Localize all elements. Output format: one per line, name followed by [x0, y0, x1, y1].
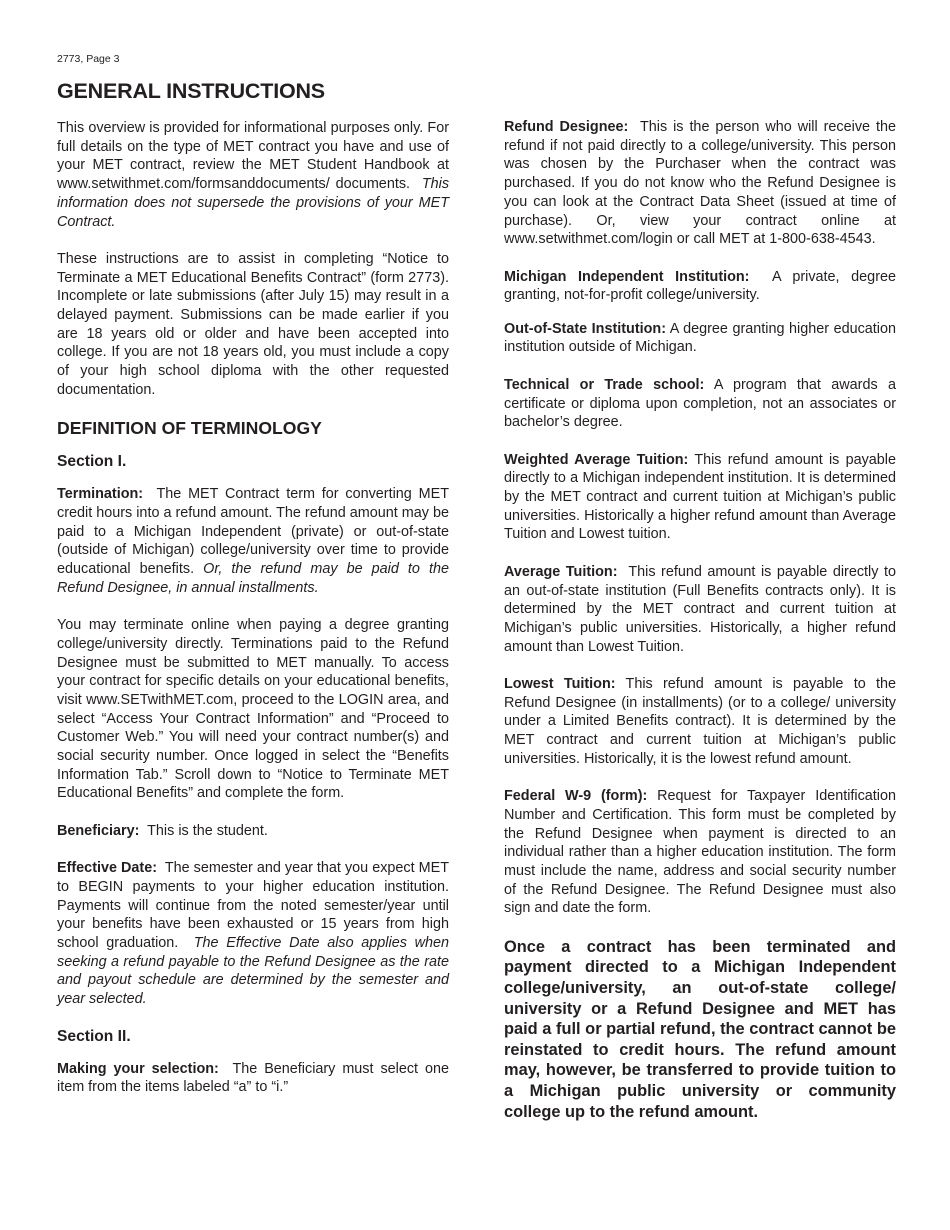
weighted-average-tuition-text: This refund amount is payable directly to a Michigan independent institution. It is determined by the MET contract and current tuition at Michigan’s public universities. Historically a higher refund amount than Average Tuition and Lowest tuition.	[504, 451, 896, 543]
section-1-heading: Section I.	[57, 453, 127, 471]
average-tuition-definition	[504, 563, 896, 657]
beneficiary-text: This is the student.	[147, 822, 268, 839]
weighted-average-tuition-definition	[504, 451, 896, 545]
michigan-independent-definition	[504, 268, 896, 305]
beneficiary-definition	[57, 822, 449, 841]
effective-date-italic-note: The Effective Date also applies when seeking a refund payable to the Refund Designee as the rate and payout schedule are determined by the semester and year selected.	[57, 935, 450, 1008]
average-tuition-text: This refund amount is payable directly to an out-of-state institution (Full Benefits contracts only). It is determined by the MET contract and current tuition at Michigan’s public universities. Historically, a higher refund amount than Lowest Tuition.	[504, 563, 896, 655]
out-of-state-text: A degree granting higher education institution outside of Michigan.	[504, 320, 896, 356]
lowest-tuition-text: This refund amount is payable to the Refund Designee (in installments) (or to a college/ university under a Limited Benefits contract). It is determined by the MET contract and current tuition at Michigan’s public universities. Historically, it is the lowest refund amount.	[504, 676, 896, 767]
selection-text: The Beneficiary must select one item from the items labeled “a” to “i.”	[57, 1060, 449, 1096]
section-2-heading: Section II.	[57, 1027, 131, 1045]
refund-designee-term: Refund Designee:	[504, 119, 629, 135]
out-of-state-definition	[504, 320, 896, 357]
termination-italic-note: Or, the refund may be paid to the Refund Designee, in annual installments.	[57, 561, 449, 596]
selection-term: Making your selection:	[57, 1060, 219, 1077]
w9-text: Request for Taxpayer Identification Number and Certification. This form must be completed by the Refund Designee when payment is directed to an individual rather than a higher education institution. The form must include the name, address and social security number of the Refund Designee. The Refund Designee must also sign and date the form.	[504, 788, 896, 917]
intro-paragraph-1	[57, 119, 449, 231]
page-header: 2773, Page 3	[57, 53, 120, 65]
intro-italic-note: This information does not supersede the provisions of your MET Contract.	[57, 176, 450, 230]
effective-date-definition	[57, 859, 449, 1009]
termination-term: Termination:	[57, 486, 144, 503]
lowest-tuition-term: Lowest Tuition:	[504, 676, 616, 692]
termination-text: The MET Contract term for converting MET credit hours into a refund amount. The refund amount may be paid to a Michigan Independent (private) or out-of-state (outside of Michigan) college/university over time to provide educational benefits.	[57, 486, 449, 578]
technical-school-term: Technical or Trade school:	[504, 376, 705, 393]
beneficiary-term: Beneficiary:	[57, 822, 140, 839]
average-tuition-term: Average Tuition:	[504, 563, 618, 580]
out-of-state-term: Out-of-State Institution:	[504, 320, 667, 337]
right-column	[504, 118, 896, 1141]
weighted-average-tuition-term: Weighted Average Tuition:	[504, 451, 689, 468]
refund-designee-definition	[504, 118, 896, 249]
effective-date-text: The semester and year that you expect MET to BEGIN payments to your higher education institution. Payments will continue from the noted semester/year until your benefits have been exhausted or 15 years from high school graduation.	[57, 860, 450, 952]
closing-bold-note: Once a contract has been terminated and payment directed to a Michigan Independent college/university, an out-of-state college/ university or a Refund Designee and MET has paid a full or partial refund, the contract cannot be reinstated to credit hours. The refund amount may, however, be transferred to provide tuition to a Michigan public university or community college up to the refund amount.	[504, 937, 896, 1121]
online-termination-paragraph: You may terminate online when paying a degree granting college/university directly. Terminations paid to the Refund Designee must be submitted to MET manually. To access your contract for specific details on your educational benefits, visit www.SETwithMET.com, proceed to the LOGIN area, and select “Access Your Contract Information” and “Proceed to Customer Web.” You will need your contract number(s) and social security number. Once logged in select the “Benefits Information Tab.” Scroll down to “Notice to Terminate MET Educational Benefits” and complete the form.	[57, 617, 449, 802]
michigan-independent-text: A private, degree granting, not-for-profit college/university.	[504, 268, 896, 304]
w9-term: Federal W-9 (form):	[504, 788, 648, 805]
lowest-tuition-definition	[504, 675, 896, 769]
w9-definition	[504, 787, 896, 918]
intro-text: This overview is provided for informational purposes only. For full details on the type of MET contract you have and use of your MET contract, review the MET Student Handbook at www.setwithmet.com/formsanddocuments/ documents.	[57, 120, 449, 193]
technical-school-text: A program that awards a certificate or diploma upon completion, not an associates or bachelor’s degree.	[504, 376, 896, 431]
definition-heading: DEFINITION OF TERMINOLOGY	[57, 418, 322, 439]
left-column	[57, 119, 449, 1116]
michigan-independent-term: Michigan Independent Institution:	[504, 268, 750, 285]
page-title: GENERAL INSTRUCTIONS	[57, 79, 325, 103]
termination-definition	[57, 485, 449, 597]
technical-school-definition	[504, 376, 896, 432]
selection-definition	[57, 1060, 449, 1097]
intro-paragraph-2: These instructions are to assist in completing “Notice to Terminate a MET Educational Benefits Contract” (form 2773). Incomplete or late submissions (after July 15) may result in a delayed payment. Submissions can be made earlier if you are 18 years old or older and have been accepted into college. If you are not 18 years old, you must include a copy of your high school diploma with the other requested documentation.	[57, 250, 449, 398]
effective-date-term: Effective Date:	[57, 860, 158, 877]
refund-designee-text: This is the person who will receive the refund if not paid directly to a college/university. This person was chosen by the Purchaser when the contract was purchased. If you do not know who the Refund Designee is you can look at the Contract Data Sheet (issued at time of purchase). Or, view your contract online at www.setwithmet.com/login or call MET at 1-800-638-4543.	[504, 119, 896, 248]
